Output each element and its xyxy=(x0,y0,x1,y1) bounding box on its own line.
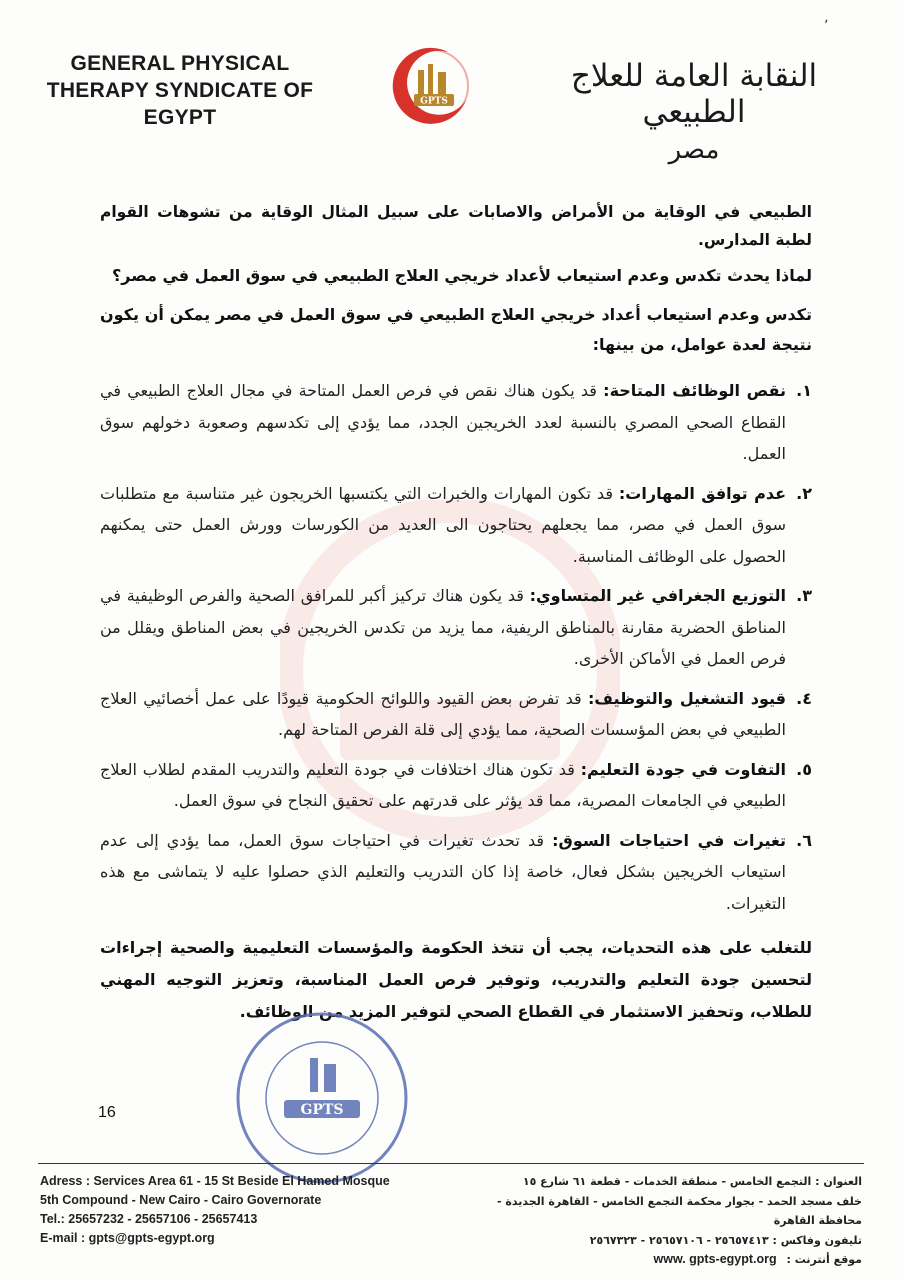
footer-en-tel: Tel.: 25657232 - 25657106 - 25657413 xyxy=(40,1212,258,1226)
logo-figure-left xyxy=(418,70,424,94)
item-number: ٢. xyxy=(796,483,812,503)
conclusion-paragraph: للتغلب على هذه التحديات، يجب أن تتخذ الحكومة والمؤسسات التعليمية والصحية إجراءات لتحسين جودة التعليم والتدريب، وتوفير فرص العمل المناسبة، وتعزيز التوجيه المهني للطلاب، وتحفيز الاستثمار في القطاع الصحي لتوفير المزيد من الوظائف. xyxy=(100,938,812,1021)
section-question-heading: لماذا يحدث تكدس وعدم استيعاب لأعداد خريجي العلاج الطبيعي في سوق العمل في مصر؟ xyxy=(112,266,812,285)
header-arabic-title xyxy=(544,58,844,168)
footer-divider xyxy=(38,1163,864,1164)
footer-ar-address1: العنوان : التجمع الخامس - منطقة الخدمات - قطعة ٦١ شارع ١٥ xyxy=(522,1175,862,1188)
intro-paragraph: تكدس وعدم استيعاب أعداد خريجي العلاج الطبيعي في سوق العمل في مصر يمكن أن يكون نتيجة لعدة عوامل، من بينها: xyxy=(100,305,812,354)
item-label: قيود التشغيل والتوظيف: xyxy=(587,688,786,708)
header-ar-title: النقابة العامة للعلاج الطبيعي xyxy=(570,58,818,130)
list-item xyxy=(100,754,812,817)
syndicate-logo-icon xyxy=(388,42,476,130)
stamp-text: GPTS xyxy=(300,1102,344,1118)
header-ar-sub: مصر xyxy=(668,135,720,165)
list-item xyxy=(100,580,812,675)
page-number: 16 xyxy=(98,1104,116,1121)
logo-text: GPTS xyxy=(420,96,448,107)
item-text: قد يكون هناك تركيز أكبر للمرافق الصحية والفرص الوظيفية في المناطق الحضرية مقارنة بالمناطق الريفية، مما يزيد من تكدس الخريجين في بعض المناطق ويقلل من فرص العمل في الأماكن الأخرى. xyxy=(100,586,786,668)
item-number: ١. xyxy=(796,381,812,400)
header-en-line1: GENERAL PHYSICAL xyxy=(70,52,290,75)
list-item xyxy=(100,683,812,746)
item-number: ٦. xyxy=(796,830,812,850)
list-item xyxy=(100,825,812,920)
logo-figure-center xyxy=(428,64,433,94)
footer-ar-address2: خلف مسجد الحمد - بجوار محكمة التجمع الخامس - القاهرة الجديدة - محافظة القاهرة xyxy=(496,1194,862,1227)
item-number: ٥. xyxy=(796,759,812,779)
item-number: ٣. xyxy=(796,586,812,605)
item-text: قد يكون هناك نقص في فرص العمل المتاحة في مجال العلاج الطبيعي في القطاع الصحي المصري بالنسبة لعدد الخريجين الجدد، مما يؤدي إلى تكدسهم وصعوبة دخولهم سوق العمل. xyxy=(100,381,786,463)
item-label: التوزيع الجغرافي غير المتساوي: xyxy=(529,586,787,605)
footer-english xyxy=(40,1172,460,1248)
item-number: ٤. xyxy=(796,688,812,708)
item-label: التفاوت في جودة التعليم: xyxy=(580,759,787,779)
item-label: تغيرات في احتياجات السوق: xyxy=(552,830,787,850)
official-stamp-icon xyxy=(232,1008,412,1188)
footer-en-address1: Adress : Services Area 61 - 15 St Beside El Hamed Mosque xyxy=(40,1174,390,1188)
list-item xyxy=(100,478,812,573)
item-text: قد تفرض بعض القيود واللوائح الحكومية قيودًا على عمل أخصائيي العلاج الطبيعي في بعض المؤسسات الصحية، مما يؤدي إلى قلة الفرص المتاحة لهم. xyxy=(100,688,786,739)
footer-en-address2: 5th Compound - New Cairo - Cairo Governorate xyxy=(40,1193,322,1207)
item-text: قد تكون هناك اختلافات في جودة التعليم والتدريب المقدم لطلاب العلاج الطبيعي في الجامعات المصرية، مما قد يؤثر على قدرتهم على تحقيق النجاح في سوق العمل. xyxy=(100,759,786,810)
item-text: قد تكون المهارات والخبرات التي يكتسبها الخريجون غير متناسبة مع متطلبات سوق العمل في مصر، مما يجعلهم يحتاجون الى العديد من الكورسات وورش العمل حتى يمكنهم الحصول على الوظائف المناسبة. xyxy=(100,483,786,566)
list-item xyxy=(100,375,812,470)
continuation-paragraph: الطبيعي في الوقاية من الأمراض والاصابات على سبيل المثال الوقاية من تشوهات القوام لطبة المدارس. xyxy=(100,203,812,249)
corner-mark: ٬ xyxy=(824,18,829,34)
header-en-line2: THERAPY SYNDICATE OF xyxy=(46,79,314,102)
item-label: نقص الوظائف المتاحة: xyxy=(603,381,786,400)
footer-ar-tel: تليفون وفاكس : ٢٥٦٥٧٤١٣ - ٢٥٦٥٧١٠٦ - ٢٥٦٧٣٢٣ xyxy=(589,1233,862,1247)
footer-en-email[interactable]: E-mail : gpts@gpts-egypt.org xyxy=(40,1231,215,1245)
item-label: عدم توافق المهارات: xyxy=(618,483,786,503)
logo-figure-right xyxy=(438,72,446,94)
footer-ar-web xyxy=(462,1250,862,1270)
item-text: قد تحدث تغيرات في احتياجات سوق العمل، مما يؤدي إلى عدم استيعاب الخريجين بشكل فعال، خاصة إذا كان التدريب والتعليم الذي حصلوا عليه لا يتماشى مع هذه التغيرات. xyxy=(100,830,786,913)
header-en-line3: EGYPT xyxy=(143,106,217,129)
footer-website-link[interactable]: www. gpts-egypt.org xyxy=(653,1252,777,1266)
footer-arabic xyxy=(462,1172,862,1270)
factors-list xyxy=(100,375,812,927)
footer-ar-web-label: موقع أنترنت : xyxy=(786,1253,862,1266)
header-english-title xyxy=(30,50,330,131)
